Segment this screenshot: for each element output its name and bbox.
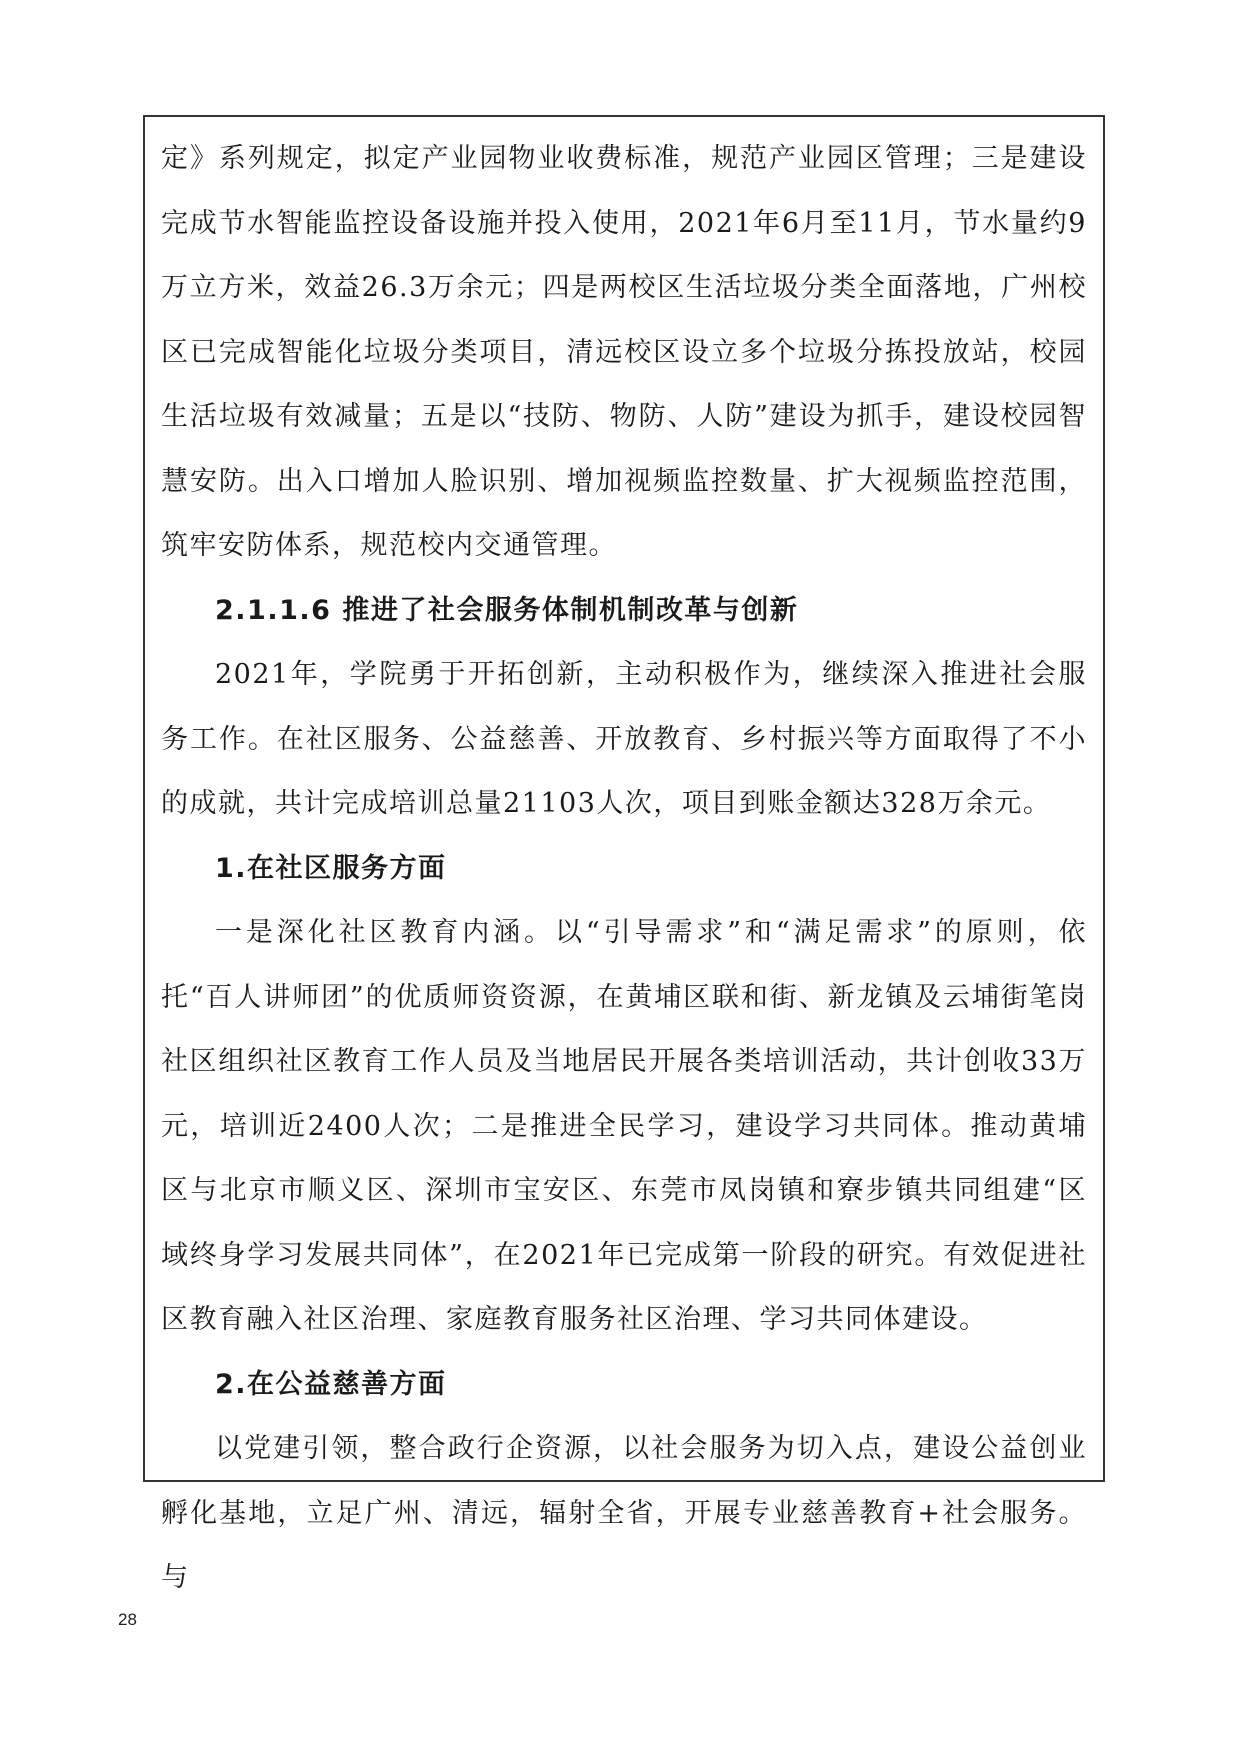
paragraph-social-service: 2021年，学院勇于开拓创新，主动积极作为，继续深入推进社会服务工作。在社区服务、公益慈善、开放教育、乡村振兴等方面取得了不小的成就，共计完成培训总量21103人次，项目到账金额达328万余元。 <box>161 659 1087 819</box>
content-frame <box>143 115 1105 1593</box>
subheading-community-service: 1.在社区服务方面 <box>215 852 447 884</box>
page-number: 28 <box>118 1610 137 1629</box>
paragraph-continued: 定》系列规定，拟定产业园物业收费标准，规范产业园区管理；三是建设完成节水智能监控设备设施并投入使用，2021年6月至11月，节水量约9万立方米，效益26.3万余元；四是两校区生活垃圾分类全面落地，广州校区已完成智能化垃圾分类项目，清远校区设立多个垃圾分拣投放站，校园生活垃圾有效减量；五是以“技防、物防、人防”建设为抓手，建设校园智慧安防。出入口增加人脸识别、增加视频监控数量、扩大视频监控范围，筑牢安防体系，规范校内交通管理。 <box>161 143 1087 561</box>
subheading-charity: 2.在公益慈善方面 <box>215 1368 447 1400</box>
paragraph-community-service: 一是深化社区教育内涵。以“引导需求”和“满足需求”的原则，依托“百人讲师团”的优质师资资源，在黄埔区联和街、新龙镇及云埔街笔岗社区组织社区教育工作人员及当地居民开展各类培训活动，共计创收33万元，培训近2400人次；二是推进全民学习，建设学习共同体。推动黄埔区与北京市顺义区、深圳市宝安区、东莞市凤岗镇和寮步镇共同组建“区域终身学习发展共同体”，在2021年已完成第一阶段的研究。有效促进社区教育融入社区治理、家庭教育服务社区治理、学习共同体建设。 <box>161 917 1087 1335</box>
paragraph-charity: 以党建引领，整合政行企资源，以社会服务为切入点，建设公益创业孵化基地，立足广州、清远，辐射全省，开展专业慈善教育+社会服务。与 <box>161 1433 1087 1593</box>
section-heading-2-1-1-6: 2.1.1.6 推进了社会服务体制机制改革与创新 <box>215 594 799 626</box>
